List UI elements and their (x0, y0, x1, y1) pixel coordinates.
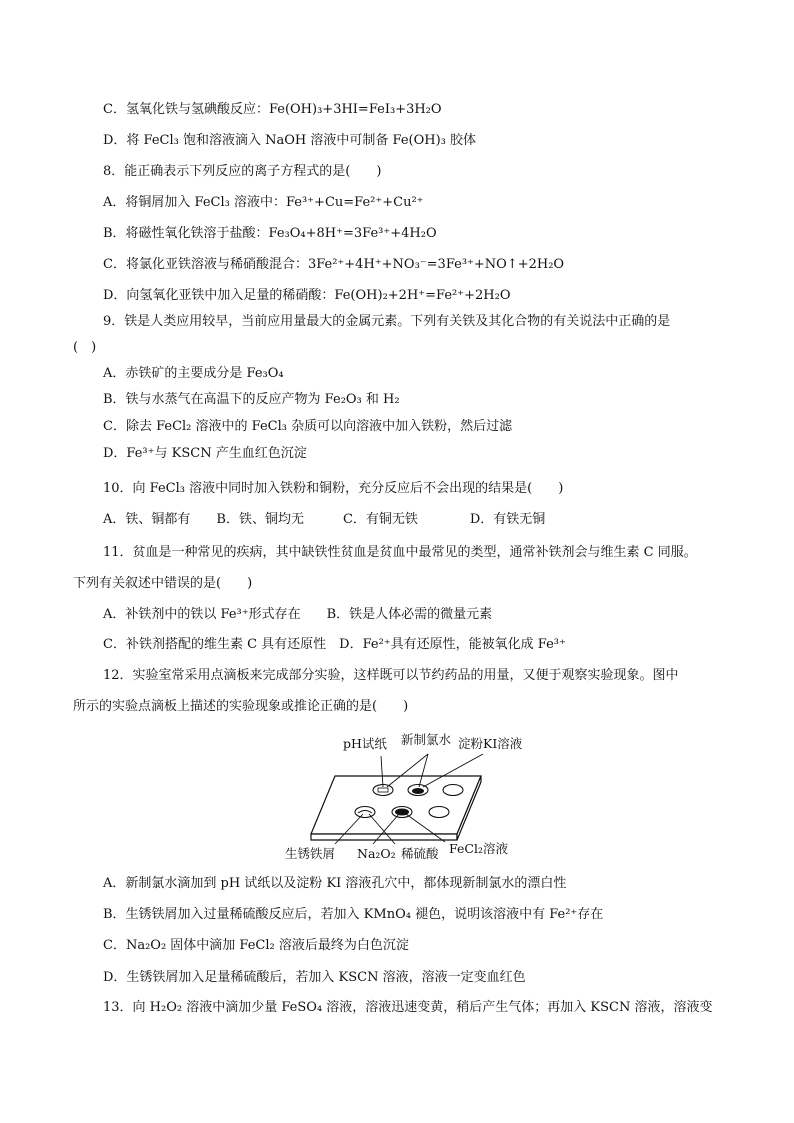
question-10: 10．向 FeCl₃ 溶液中同时加入铁粉和铜粉，充分反应后不会出现的结果是( ) (103, 481, 564, 496)
question-11: 11．贫血是一种常见的疾病，其中缺铁性贫血是贫血中最常见的类型，通常补铁剂会与维生素 C 同服。 (103, 545, 697, 560)
options-11-cd: C．补铁剂搭配的维生素 C 具有还原性 D．Fe²⁺具有还原性，能被氧化成 Fe³⁺ (103, 637, 566, 652)
option-9d: D．Fe³⁺与 KSCN 产生血红色沉淀 (103, 446, 307, 461)
option-8d: D．向氢氧化亚铁中加入足量的稀硝酸：Fe(OH)₂+2H⁺=Fe²⁺+2H₂O (103, 288, 511, 303)
option-7d: D．将 FeCl₃ 饱和溶液滴入 NaOH 溶液中可制备 Fe(OH)₃ 胶体 (103, 133, 477, 148)
option-8b: B．将磁性氧化铁溶于盐酸：Fe₃O₄+8H⁺=3Fe³⁺+4H₂O (103, 226, 437, 241)
label-starch-ki: 淀粉KI溶液 (458, 736, 523, 751)
option-7c: C．氢氧化铁与氢碘酸反应：Fe(OH)₃+3HI=FeI₃+3H₂O (103, 102, 442, 117)
label-na2o2: Na₂O₂ (357, 846, 396, 861)
well-empty-2 (429, 807, 449, 818)
question-9: 9．铁是人类应用较早，当前应用量最大的金属元素。下列有关铁及其化合物的有关说法中正确的是 (103, 314, 671, 329)
well-empty-1 (443, 785, 463, 796)
label-rusty-iron: 生锈铁屑 (285, 846, 336, 861)
well-rusty-iron (355, 807, 375, 818)
option-8c: C．将氯化亚铁溶液与稀硝酸混合：3Fe²⁺+4H⁺+NO₃⁻=3Fe³⁺+NO↑+2H₂O (103, 257, 565, 272)
label-ph-paper: pH试纸 (343, 736, 387, 751)
option-9b: B．铁与水蒸气在高温下的反应产物为 Fe₂O₃ 和 H₂ (103, 392, 400, 407)
question-9-paren: ( ) (73, 340, 97, 355)
label-chlorine-water: 新制氯水 (401, 732, 452, 747)
option-12d: D．生锈铁屑加入足量稀硫酸后，若加入 KSCN 溶液，溶液一定变血红色 (103, 970, 526, 985)
option-12a: A．新制氯水滴加到 pH 试纸以及淀粉 KI 溶液孔穴中，都体现新制氯水的漂白性 (103, 876, 567, 891)
question-12: 12．实验室常采用点滴板来完成部分实验，这样既可以节约药品的用量，又便于观察实验现象。图中 (103, 668, 679, 683)
options-11-ab: A．补铁剂中的铁以 Fe³⁺形式存在 B．铁是人体必需的微量元素 (103, 607, 493, 622)
spot-plate-diagram (283, 726, 523, 866)
starch-ki-solution (412, 788, 424, 794)
option-12c: C．Na₂O₂ 固体中滴加 FeCl₂ 溶液后最终为白色沉淀 (103, 938, 409, 953)
question-8: 8．能正确表示下列反应的离子方程式的是( ) (103, 164, 382, 179)
label-fecl2: FeCl₂溶液 (449, 841, 508, 856)
ph-paper-strip (378, 788, 388, 792)
question-11-cont: 下列有关叙述中错误的是( ) (73, 576, 253, 591)
question-12-cont: 所示的实验点滴板上描述的实验现象或推论正确的是( ) (73, 699, 409, 714)
option-9c: C．除去 FeCl₂ 溶液中的 FeCl₃ 杂质可以向溶液中加入铁粉，然后过滤 (103, 419, 513, 434)
option-12b: B．生锈铁屑加入过量稀硫酸反应后，若加入 KMnO₄ 褪色，说明该溶液中有 Fe²⁺存在 (103, 907, 604, 922)
question-13: 13．向 H₂O₂ 溶液中滴加少量 FeSO₄ 溶液，溶液迅速变黄，稍后产生气体；再加入 KSCN 溶液，溶液变 (103, 1000, 713, 1015)
option-8a: A．将铜屑加入 FeCl₃ 溶液中：Fe³⁺+Cu=Fe²⁺+Cu²⁺ (103, 195, 424, 210)
options-10: A．铁、铜都有 B．铁、铜均无 C．有铜无铁 D．有铁无铜 (103, 512, 546, 527)
label-dilute-h2so4: 稀硫酸 (401, 846, 439, 861)
option-9a: A．赤铁矿的主要成分是 Fe₃O₄ (103, 366, 284, 381)
